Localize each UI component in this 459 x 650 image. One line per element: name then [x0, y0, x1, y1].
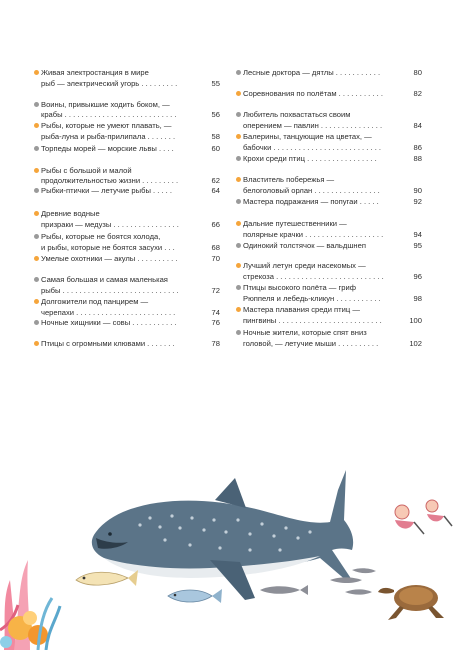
toc-entry-title-line: Птицы с огромными клювами . . . . . . . 78: [41, 339, 220, 348]
toc-entry: [34, 209, 220, 230]
toc-page-number: 82: [413, 89, 422, 98]
toc-entry-title-line: Мастера плавания среди птиц —: [243, 305, 360, 314]
toc-page-number: 80: [413, 68, 422, 77]
toc-entry-title-line: призраки — медузы . . . . . . . . . . . . . . . . 66: [41, 219, 220, 229]
toc-entry-title-line: черепахи . . . . . . . . . . . . . . . . . . . . . . . . 74: [41, 307, 220, 317]
toc-page-number: 94: [413, 229, 422, 239]
toc-page-number: 88: [413, 154, 422, 163]
toc-entry: [34, 339, 220, 350]
sea-turtle: [378, 585, 444, 620]
toc-page-number: 64: [211, 186, 220, 195]
toc-entry-title-line: Умелые охотники — акулы . . . . . . . . . . 70: [41, 254, 220, 263]
toc-page-number: 96: [413, 271, 422, 281]
toc-entry-title-line: Мастера подражания — попугаи . . . . . 92: [243, 197, 422, 206]
toc-entry-title-line: Рыбы, которые не умеют плавать, —: [41, 121, 172, 130]
toc-entry: [236, 283, 422, 304]
toc-entry: [236, 89, 422, 100]
toc-entry-title-line: Воины, привыкшие ходить боком, —: [41, 99, 170, 109]
toc-entry-title-line: Самая большая и самая маленькая: [41, 275, 168, 284]
toc-entry: [236, 154, 422, 165]
toc-page-number: 95: [413, 241, 422, 250]
toc-entry: [236, 175, 422, 196]
toc-entry-title-line: оперением — павлин . . . . . . . . . . . . . . . 84: [243, 120, 422, 130]
toc-entry: [236, 241, 422, 252]
yellow-fish: [76, 570, 138, 586]
toc-entry: [34, 68, 220, 89]
toc-entry-title-line: Соревнования по полётам . . . . . . . . . . . 82: [243, 89, 422, 98]
toc-entry: [236, 219, 422, 240]
toc-entry-title-line: Ночные жители, которые спят вниз: [243, 328, 367, 337]
toc-entry-title-line: Древние водные: [41, 209, 100, 218]
toc-entry: [34, 232, 220, 253]
toc-page-number: 84: [413, 120, 422, 130]
toc-entry: [34, 166, 220, 187]
toc-entry: [236, 261, 422, 282]
toc-entry: [34, 275, 220, 296]
toc-entry-title-line: продолжительностью жизни . . . . . . . . . 62: [41, 176, 220, 185]
blue-fish: [168, 589, 222, 603]
toc-entry-title-line: Крохи среди птиц . . . . . . . . . . . . . . . . . 88: [243, 154, 422, 163]
toc-page-number: 60: [211, 143, 220, 153]
toc-entry-title-line: Рюппеля и лебедь-кликун . . . . . . . . . . . 98: [243, 293, 422, 303]
toc-entry: [34, 144, 220, 155]
toc-page-number: 72: [211, 285, 220, 295]
toc-entry-title-line: Властитель побережья —: [243, 175, 335, 184]
toc-page-number: 98: [413, 293, 422, 303]
toc-entry: [236, 197, 422, 208]
toc-page-number: 58: [211, 131, 220, 141]
toc-page-number: 55: [211, 78, 220, 88]
toc-page-number: 102: [409, 338, 422, 348]
toc-entry-title-line: крабы . . . . . . . . . . . . . . . . . . . . . . . . . . . 56: [41, 110, 220, 119]
toc-entry-title-line: Рыбки-птички — летучие рыбы . . . . . 64: [41, 186, 220, 195]
toc-entry-title-line: Лесные доктора — дятлы . . . . . . . . . . . 80: [243, 68, 422, 77]
toc-entry-title-line: головой, — летучие мыши . . . . . . . . . . 102: [243, 338, 422, 348]
toc-entry-title-line: стрекоза . . . . . . . . . . . . . . . . . . . . . . . . . . 96: [243, 271, 422, 281]
toc-entry: [236, 132, 422, 153]
toc-entry-title-line: Птицы высокого полёта — гриф: [243, 283, 356, 292]
toc-entry: [34, 297, 220, 318]
toc-entry-title-line: рыб — электрический угорь . . . . . . . . . 55: [41, 78, 220, 88]
toc-page-number: 78: [211, 339, 220, 348]
toc-entry-title-line: и рыбы, которые не боятся засухи . . . 68: [41, 242, 220, 252]
toc-entry: [236, 110, 422, 131]
toc-entry-title-line: Рыбы с большой и малой: [41, 165, 132, 175]
toc-entry: [34, 186, 220, 197]
toc-entry: [236, 68, 422, 79]
toc-entry-title-line: Одинокий толстячок — вальдшнеп 95: [243, 241, 422, 250]
toc-entry: [236, 328, 422, 349]
toc-entry-title-line: Любитель похвастаться своим: [243, 110, 351, 119]
coral-left: [0, 560, 60, 650]
toc-page-number: 92: [413, 197, 422, 206]
toc-entry: [236, 305, 422, 326]
toc-entry-title-line: Живая электростанция в мире: [41, 68, 149, 77]
toc-entry-title-line: Балерины, танцующие на цветах, —: [243, 132, 372, 141]
toc-entry-title-line: белоголовый орлан . . . . . . . . . . . . . . . . 90: [243, 185, 422, 195]
toc-entry-title-line: Долгожители под панцирем —: [41, 297, 149, 306]
toc-page-number: 74: [211, 307, 220, 317]
toc-entry-title-line: Рыбы, которые не боятся холода,: [41, 232, 161, 241]
toc-entry-title-line: Дальние путешественники —: [243, 219, 347, 228]
toc-entry-title-line: рыбы . . . . . . . . . . . . . . . . . . . . . . . . . . . . 72: [41, 285, 220, 295]
toc-page-number: 76: [211, 318, 220, 327]
toc-page-number: 62: [211, 176, 220, 185]
toc-entry-title-line: Ночные хищники — совы . . . . . . . . . . . 76: [41, 318, 220, 327]
divers: [395, 500, 452, 534]
toc-page-number: 86: [413, 142, 422, 152]
toc-entry: [34, 318, 220, 329]
toc-entry-title-line: рыба-луна и рыба-прилипала . . . . . . . 58: [41, 131, 220, 141]
toc-page-number: 68: [211, 242, 220, 252]
toc-page-number: 56: [211, 110, 220, 119]
remora-fish: [260, 568, 376, 595]
toc-entry: [34, 254, 220, 265]
toc-page-number: 90: [413, 185, 422, 195]
toc-entry-title-line: полярные крачки . . . . . . . . . . . . . . . . . . . 94: [243, 229, 422, 239]
toc-entry: [34, 121, 220, 142]
toc-entry-title-line: Торпеды морей — морские львы . . . . 60: [41, 143, 220, 153]
ocean-illustration: [0, 430, 459, 650]
toc-entry-title-line: пингвины . . . . . . . . . . . . . . . . . . . . . . . . . 100: [243, 315, 422, 325]
toc-page-number: 66: [211, 219, 220, 229]
toc-page-number: 100: [409, 315, 422, 325]
toc-page-number: 70: [211, 254, 220, 263]
toc-entry: [34, 100, 220, 121]
toc-entry-title-line: бабочки . . . . . . . . . . . . . . . . . . . . . . . . . . 86: [243, 142, 422, 152]
toc-entry-title-line: Лучший летун среди насекомых —: [243, 261, 366, 270]
